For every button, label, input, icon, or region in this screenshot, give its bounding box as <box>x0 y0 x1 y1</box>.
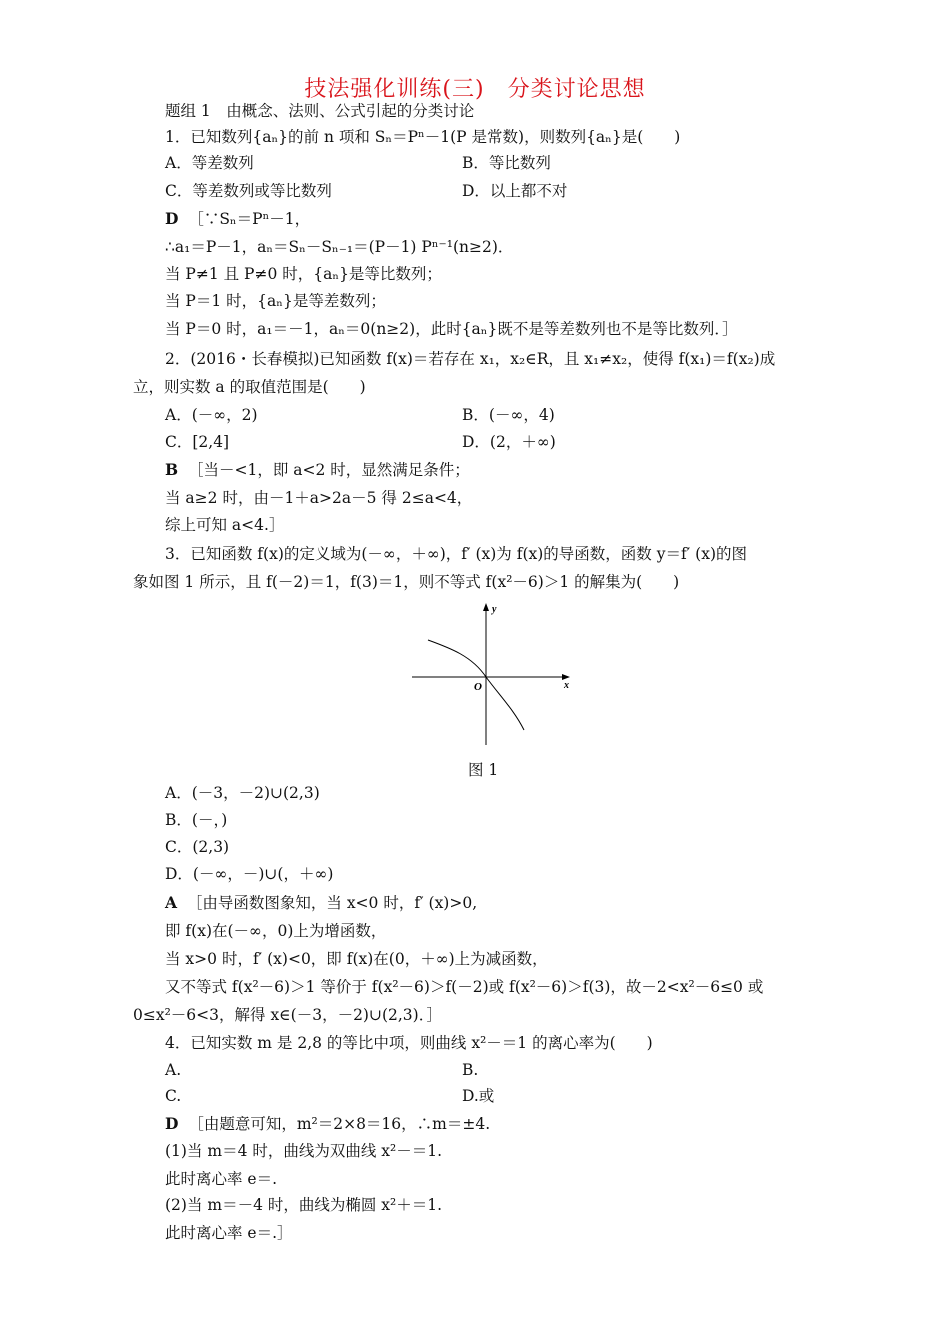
q2-solution-1: ［当－<1，即 a<2 时，显然满足条件； <box>187 461 470 479</box>
q3-option-c: C．(2,3) <box>165 838 230 856</box>
q4-option-b: B. <box>462 1061 479 1079</box>
q4-solution-1: ［由题意可知，m²＝2×8＝16，∴m＝±4. <box>188 1115 491 1133</box>
q3-solution-5: 0≤x²－6<3，解得 x∈(－3，－2)∪(2,3)．］ <box>133 1006 442 1024</box>
q4-stem: 4．已知实数 m 是 2,8 的等比中项，则曲线 x²－＝1 的离心率为( ) <box>165 1034 653 1052</box>
q3-answer-letter: A <box>165 893 178 912</box>
figure-caption: 图 1 <box>468 761 499 779</box>
q1-solution-line <box>165 208 310 230</box>
q4-solution-5: 此时离心率 e＝.］ <box>165 1224 293 1242</box>
q2-stem-2: 立，则实数 a 的取值范围是( ) <box>133 378 366 396</box>
derivative-graph <box>410 600 590 750</box>
y-axis-arrow <box>483 603 489 611</box>
q4-solution-4: (2)当 m＝－4 时，曲线为椭圆 x²＋＝1. <box>165 1196 443 1214</box>
q4-option-a: A. <box>165 1061 182 1079</box>
q2-option-a: A．(－∞，2) <box>165 406 258 424</box>
q1-solution-1: ［∵Sₙ＝Pⁿ－1， <box>188 210 311 228</box>
page-title: 技法强化训练(三) 分类讨论思想 <box>304 77 646 102</box>
q3-option-d: D．(－∞，－)∪(，＋∞) <box>165 865 334 883</box>
q4-option-c: C. <box>165 1087 182 1105</box>
q3-solution-4: 又不等式 f(x²－6)＞1 等价于 f(x²－6)＞f(－2)或 f(x²－6)＞f(3)，故－2<x²－6≤0 或 <box>165 978 764 996</box>
q2-solution-3: 综上可知 a<4.］ <box>165 516 285 534</box>
q2-option-b: B．(－∞，4) <box>462 406 555 424</box>
q2-solution-2: 当 a≥2 时，由－1＋a>2a－5 得 2≤a<4， <box>165 489 473 507</box>
q2-answer-letter: B <box>165 460 179 479</box>
q4-solution-2: (1)当 m＝4 时，曲线为双曲线 x²－＝1. <box>165 1142 443 1160</box>
q3-solution-1: ［由导函数图象知，当 x<0 时，f′ (x)>0, <box>186 894 478 912</box>
q1-solution-5: 当 P＝0 时，a₁＝－1，aₙ＝0(n≥2)，此时{aₙ}既不是等差数列也不是等比数列．］ <box>165 320 738 338</box>
x-axis-label: x <box>564 680 569 691</box>
q4-solution-line <box>165 1113 490 1135</box>
q3-solution-line <box>165 892 477 914</box>
q1-option-a: A．等差数列 <box>165 154 254 172</box>
y-axis-label: y <box>492 604 497 615</box>
q1-option-d: D．以上都不对 <box>462 182 568 200</box>
group-heading: 题组 1 由概念、法则、公式引起的分类讨论 <box>165 102 475 120</box>
q3-solution-2: 即 f(x)在(－∞，0)上为增函数， <box>165 922 387 940</box>
q2-solution-line <box>165 459 470 481</box>
q3-option-b: B．(－，) <box>165 811 228 829</box>
q1-answer-letter: D <box>165 209 179 228</box>
q3-stem-1: 3．已知函数 f(x)的定义域为(－∞，＋∞)，f′ (x)为 f(x)的导函数，函数 y＝f′ (x)的图 <box>165 545 748 563</box>
q3-solution-3: 当 x>0 时，f′ (x)<0，即 f(x)在(0，＋∞)上为减函数， <box>165 950 548 968</box>
q3-stem-2: 象如图 1 所示，且 f(－2)＝1，f(3)＝1，则不等式 f(x²－6)＞1 的解集为( ) <box>133 573 680 591</box>
q4-solution-3: 此时离心率 e＝. <box>165 1170 278 1188</box>
q1-solution-2: ∴a₁＝P－1，aₙ＝Sₙ－Sₙ₋₁＝(P－1) Pⁿ⁻¹(n≥2)． <box>165 238 514 256</box>
q1-solution-3: 当 P≠1 且 P≠0 时，{aₙ}是等比数列； <box>165 265 442 283</box>
q4-option-d: D.或 <box>462 1087 495 1105</box>
q2-option-d: D．(2，＋∞) <box>462 433 556 451</box>
q1-stem: 1．已知数列{aₙ}的前 n 项和 Sₙ＝Pⁿ－1(P 是常数)，则数列{aₙ}是( ) <box>165 128 681 146</box>
q3-option-a: A．(－3，－2)∪(2,3) <box>165 784 320 802</box>
q1-option-c: C．等差数列或等比数列 <box>165 182 332 200</box>
q4-answer-letter: D <box>165 1114 179 1133</box>
q1-option-b: B．等比数列 <box>462 154 551 172</box>
q2-stem-1: 2．(2016・长春模拟)已知函数 f(x)＝若存在 x₁，x₂∈R，且 x₁≠x₂，使得 f(x₁)＝f(x₂)成 <box>165 350 776 368</box>
q2-option-c: C．[2,4] <box>165 433 230 451</box>
q1-solution-4: 当 P＝1 时，{aₙ}是等差数列； <box>165 292 386 310</box>
origin-label: O <box>474 681 482 693</box>
